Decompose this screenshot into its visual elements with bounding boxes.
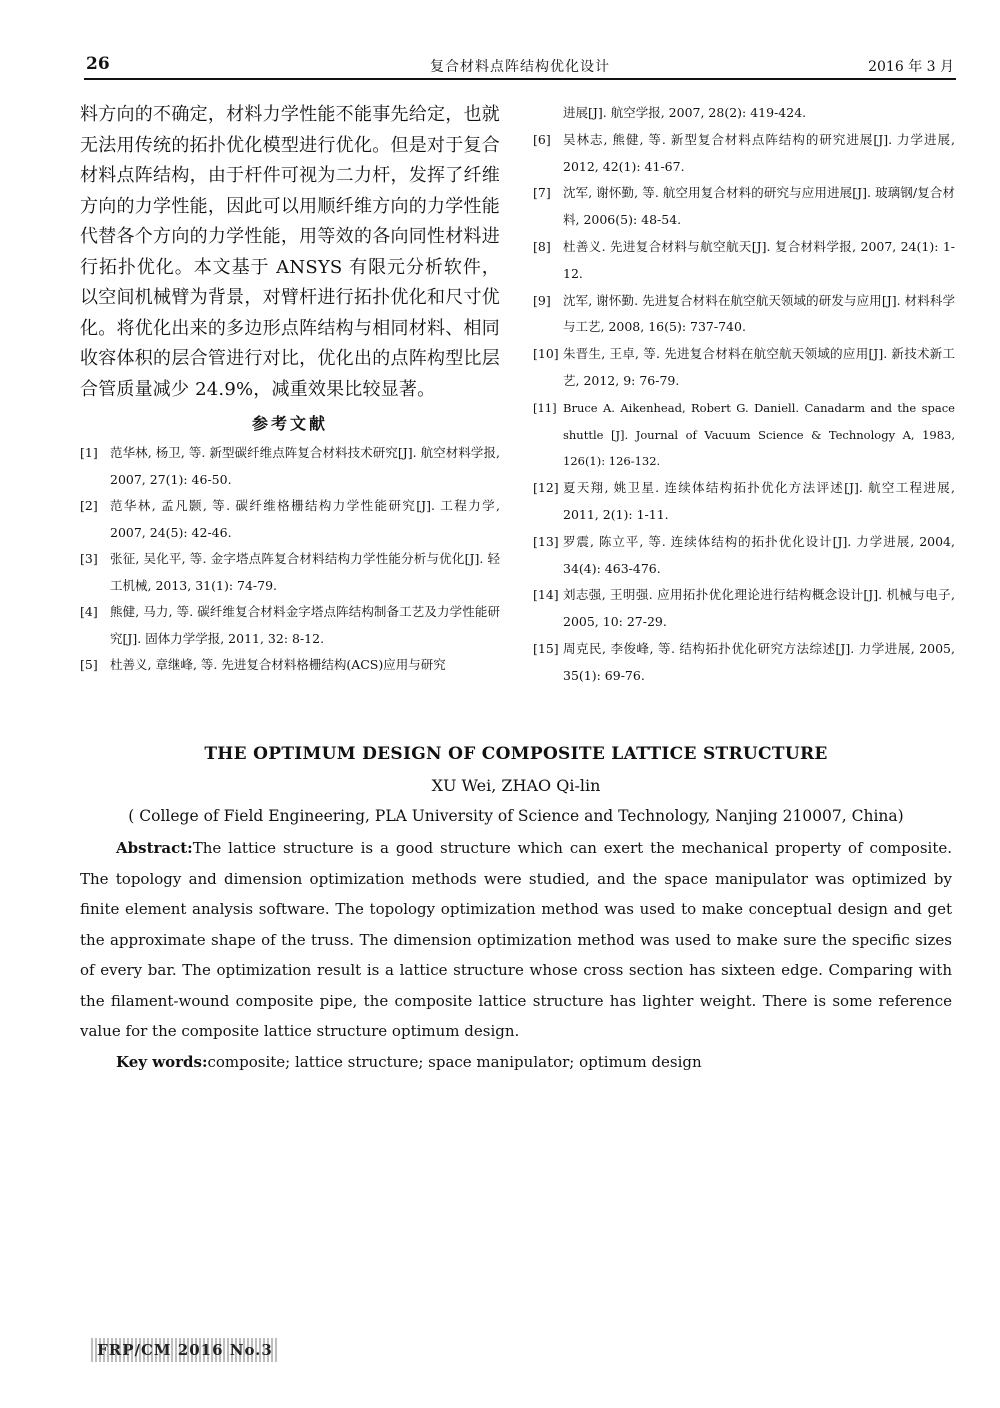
reference-text: 张征, 吴化平, 等. 金字塔点阵复合材料结构力学性能分析与优化[J]. 轻工机械, 2013, 31(1): 74-79. [110,551,500,593]
reference-number: [1] [80,445,98,460]
english-title: THE OPTIMUM DESIGN OF COMPOSITE LATTICE STRUCTURE [204,744,828,764]
reference-text: 朱晋生, 王卓, 等. 先进复合材料在航空航天领域的应用[J]. 新技术新工艺, 2012, 9: 76-79. [563,346,955,388]
reference-item [533,180,955,234]
reference-text: 杜善义, 章继峰, 等. 先进复合材料格栅结构(ACS)应用与研究 [110,657,446,672]
reference-number: [3] [80,551,98,566]
reference-item [80,440,500,493]
reference-item [533,100,955,127]
reference-number: [14] [533,587,559,603]
abstract-label: Abstract: [116,839,193,857]
reference-item [80,546,500,599]
abstract-text: The lattice structure is a good structure which can exert the mechanical property of composite. The topology and dimension optimization methods were studied, and the space manipulator was optimized by finite element analysis software. The topology optimization method was used to make conceptual design and get the approximate shape of the truss. The dimension optimization method was used to make sure the specific sizes of every bar. The optimization result is a lattice structure whose cross section has sixteen edge. Comparing with the filament-wound composite pipe, the composite lattice structure has lighter weight. There is some reference value for the composite lattice structure optimum design. [80,839,952,1040]
reference-text: 沈军, 谢怀勤, 等. 航空用复合材料的研究与应用进展[J]. 玻璃钢/复合材料, 2006(5): 48-54. [563,185,955,228]
reference-item [533,475,955,529]
reference-number: [6] [533,131,551,147]
reference-number: [5] [80,657,98,672]
english-abstract-section [80,744,952,1071]
reference-number: [15] [533,640,559,656]
right-column [533,100,955,690]
reference-number: [4] [80,604,98,619]
running-header [84,54,956,80]
keywords-text: composite; lattice structure; space manipulator; optimum design [207,1052,702,1071]
reference-list-left [80,440,500,679]
reference-text: 杜善义. 先进复合材料与航空航天[J]. 复合材料学报, 2007, 24(1): 1-12. [563,238,955,281]
reference-list-right [533,100,955,690]
reference-text: 熊健, 马力, 等. 碳纤维复合材料金字塔点阵结构制备工艺及力学性能研究[J]. 固体力学学报, 2011, 32: 8-12. [110,604,500,646]
english-keywords [80,1053,952,1071]
reference-number: [10] [533,346,559,362]
reference-text: 进展[J]. 航空学报, 2007, 28(2): 419-424. [563,105,807,120]
reference-item [533,529,955,583]
issue-date: 2016 年 3 月 [868,59,954,75]
reference-item [533,288,955,342]
reference-item [80,599,500,652]
reference-number: [12] [533,480,559,496]
left-column [80,100,500,679]
reference-item [533,395,955,475]
reference-number: [9] [533,292,551,308]
reference-number: [2] [80,498,98,513]
references-heading: 参考文献 [251,414,328,433]
reference-item [533,341,955,395]
english-affiliation: ( College of Field Engineering, PLA University of Science and Technology, Nanjing 210007, China) [128,807,904,825]
reference-item [533,582,955,636]
reference-item [533,636,955,690]
reference-text: 吴林志, 熊健, 等. 新型复合材料点阵结构的研究进展[J]. 力学进展, 2012, 42(1): 41-67. [563,131,955,174]
reference-number: [7] [533,185,551,201]
reference-item [533,234,955,288]
reference-item [80,652,500,679]
journal-title: 复合材料点阵结构优化设计 [430,59,610,75]
body-text [80,100,500,405]
reference-number: [11] [533,400,557,415]
body-paragraph: 料方向的不确定，材料力学性能不能事先给定，也就无法用传统的拓扑优化模型进行优化。但是对于复合材料点阵结构，由于杆件可视为二力杆，发挥了纤维方向的力学性能，因此可以用顺纤维方向的力学性能代替各个方向的力学性能，用等效的各向同性材料进行拓扑优化。本文基于 ANSYS 有限元分析软件，以空间机械臂为背景，对臂杆进行拓扑优化和尺寸优化。将优化出来的多边形点阵结构与相同材料、相同收容体积的层合管进行对比，优化出的点阵构型比层合管质量减少 24.9%，减重效果比较显著。 [80,104,500,400]
page-number: 26 [86,54,110,74]
english-authors: XU Wei, ZHAO Qi-lin [431,776,601,795]
reference-text: 罗震, 陈立平, 等. 连续体结构的拓扑优化设计[J]. 力学进展, 2004, 34(4): 463-476. [563,533,955,576]
keywords-label: Key words: [116,1052,208,1071]
reference-text: 范华林, 孟凡颢, 等. 碳纤维格栅结构力学性能研究[J]. 工程力学, 2007, 24(5): 42-46. [110,498,500,540]
reference-item [533,127,955,181]
reference-text: 夏天翔, 姚卫星. 连续体结构拓扑优化方法评述[J]. 航空工程进展, 2011, 2(1): 1-11. [563,480,955,522]
reference-item [80,493,500,546]
reference-text: 周克民, 李俊峰, 等. 结构拓扑优化研究方法综述[J]. 力学进展, 2005, 35(1): 69-76. [563,640,955,683]
english-abstract [80,833,952,1047]
reference-text: 范华林, 杨卫, 等. 新型碳纤维点阵复合材料技术研究[J]. 航空材料学报, 2007, 27(1): 46-50. [110,445,500,487]
reference-text: 沈军, 谢怀勤. 先进复合材料在航空航天领域的研发与应用[J]. 材料科学与工艺, 2008, 16(5): 737-740. [563,292,955,335]
reference-number: [13] [533,533,559,549]
journal-footer-stamp: FRP/CM 2016 No.3 [91,1338,279,1362]
reference-text: Bruce A. Aikenhead, Robert G. Daniell. Canadarm and the space shuttle [J]. Journal of Vacuum Science & Technology A, 1983, 126(1): 126-132. [563,400,955,469]
reference-text: 刘志强, 王明强. 应用拓扑优化理论进行结构概念设计[J]. 机械与电子, 2005, 10: 27-29. [563,587,955,630]
reference-number: [8] [533,238,551,254]
